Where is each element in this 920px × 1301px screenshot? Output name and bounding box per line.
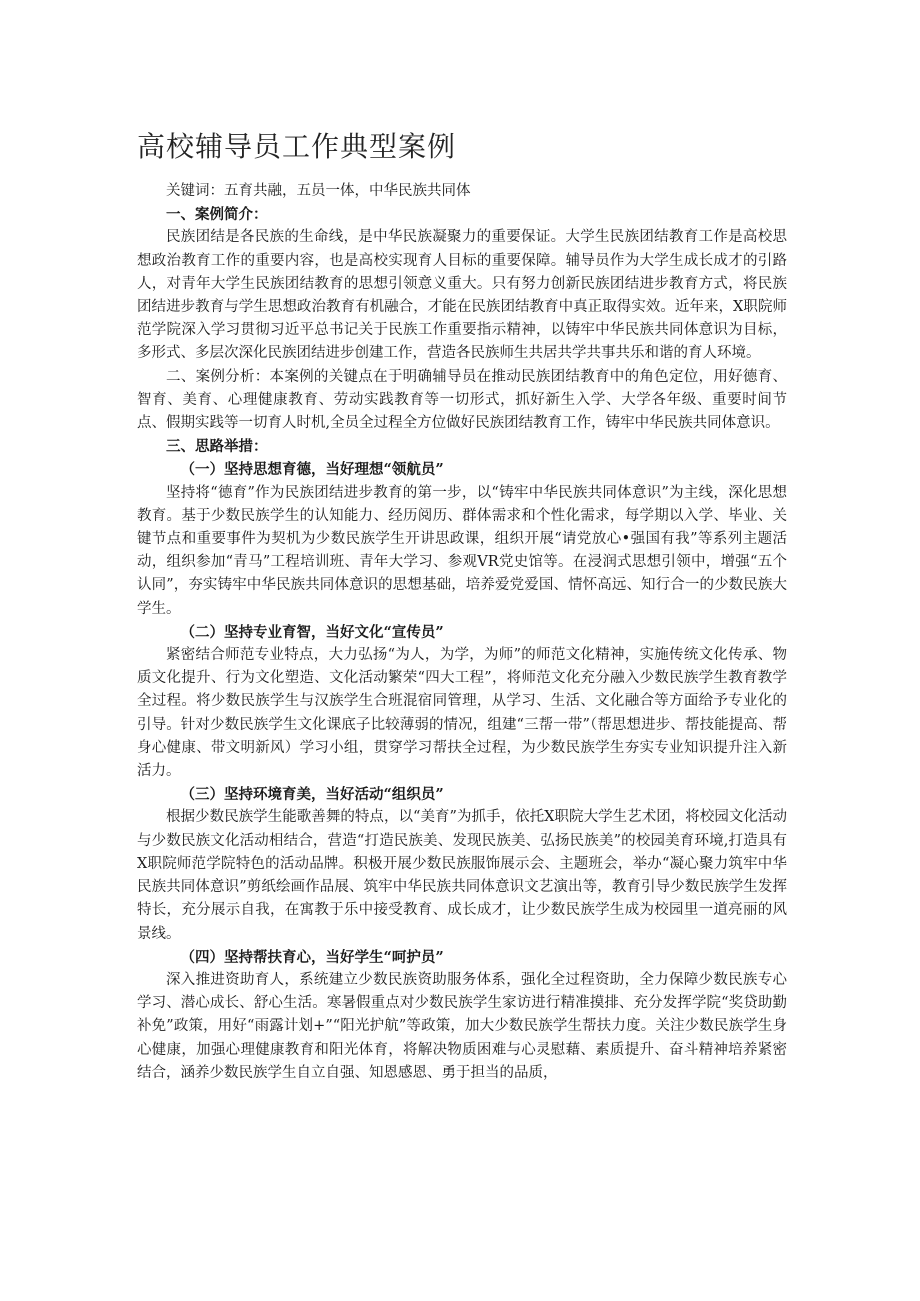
subheading-support: （四）坚持帮扶育心，当好学生“呵护员”	[180, 948, 444, 966]
subheading-activities: （三）坚持环境育美，当好活动“组织员”	[180, 786, 444, 804]
section-heading-measures: 三、思路举措：	[166, 438, 268, 456]
paragraph-analysis: 二、案例分析：本案例的关键点在于明确辅导员在推动民族团结教育中的角色定位，用好德育、智育、美育、心理健康教育、劳动实践教育等一切形式，抓好新生入学、大学各年级、重要时间节点、假期实践等一切育人时机,全员全过程全方位做好民族团结教育工作，铸牢中华民族共同体意识。	[137, 368, 787, 432]
document-body	[137, 180, 787, 1085]
paragraph-culture: 紧密结合师范专业特点，大力弘扬“为人，为学，为师”的师范文化精神，实施传统文化传承、物质文化提升、行为文化塑造、文化活动繁荣“四大工程”，将师范文化充分融入少数民族学生教育教学全过程。将少数民族学生与汉族学生合班混宿同管理，从学习、生活、文化融合等方面给予专业化的引导。针对少数民族学生文化课底子比较薄弱的情况，组建“三帮一带”（帮思想进步、帮技能提高、帮身心健康、带文明新风）学习小组，贯穿学习帮扶全过程，为少数民族学生夯实专业知识提升注入新活力。	[137, 647, 787, 780]
paragraph-introduction: 民族团结是各民族的生命线，是中华民族凝聚力的重要保证。大学生民族团结教育工作是高校思想政治教育工作的重要内容，也是高校实现育人目标的重要保障。辅导员作为大学生成长成才的引路人，对青年大学生民族团结教育的思想引领意义重大。只有努力创新民族团结进步教育方式，将民族团结进步教育与学生思想政治教育有机融合，才能在民族团结教育中真正取得实效。近年来，X职院师范学院深入学习贯彻习近平总书记关于民族工作重要指示精神，以铸牢中华民族共同体意识为目标，多形式、多层次深化民族团结进步创建工作，营造各民族师生共居共学共事共乐和谐的育人环境。	[137, 229, 787, 362]
subheading-culture: （二）坚持专业育智，当好文化“宣传员”	[180, 623, 444, 641]
section-heading-introduction: 一、案例简介：	[166, 206, 268, 224]
keywords-line: 关键词：五育共融，五员一体，中华民族共同体	[166, 183, 471, 199]
document-title: 高校辅导员工作典型案例	[137, 130, 457, 163]
paragraph-ideology: 坚持将“德育”作为民族团结进步教育的第一步，以“铸牢中华民族共同体意识”为主线，深化思想教育。基于少数民族学生的认知能力、经历阅历、群体需求和个性化需求，每学期以入学、毕业、关键节点和重要事件为契机为少数民族学生开讲思政课，组织开展“请党放心•强国有我”等系列主题活动，组织参加“青马”工程培训班、青年大学习、参观VR党史馆等。在浸润式思想引领中，增强“五个认同”，夯实铸牢中华民族共同体意识的思想基础，培养爱党爱国、情怀高远、知行合一的少数民族大学生。	[137, 484, 787, 617]
subheading-ideology: （一）坚持思想育德，当好理想“领航员”	[180, 461, 444, 479]
paragraph-activities: 根据少数民族学生能歌善舞的特点，以“美育”为抓手，依托X职院大学生艺术团，将校园文化活动与少数民族文化活动相结合，营造“打造民族美、发现民族美、弘扬民族美”的校园美育环境,打造具有X职院师范学院特色的活动品牌。积极开展少数民族服饰展示会、主题班会，举办“凝心聚力筑牢中华民族共同体意识”剪纸绘画作品展、筑牢中华民族共同体意识文艺演出等，教育引导少数民族学生发挥特长，充分展示自我，在寓教于乐中接受教育、成长成才，让少数民族学生成为校园里一道亮丽的风景线。	[137, 809, 787, 942]
paragraph-support: 深入推进资助育人，系统建立少数民族资助服务体系，强化全过程资助，全力保障少数民族专心学习、潜心成长、舒心生活。寒暑假重点对少数民族学生家访进行精准摸排、充分发挥学院“奖贷助勤补免”政策，用好“雨露计划+”“阳光护航”等政策，加大少数民族学生帮扶力度。关注少数民族学生身心健康，加强心理健康教育和阳光体育，将解决物质困难与心灵慰藉、素质提升、奋斗精神培养紧密结合，涵养少数民族学生自立自强、知恩感恩、勇于担当的品质，	[137, 971, 787, 1081]
